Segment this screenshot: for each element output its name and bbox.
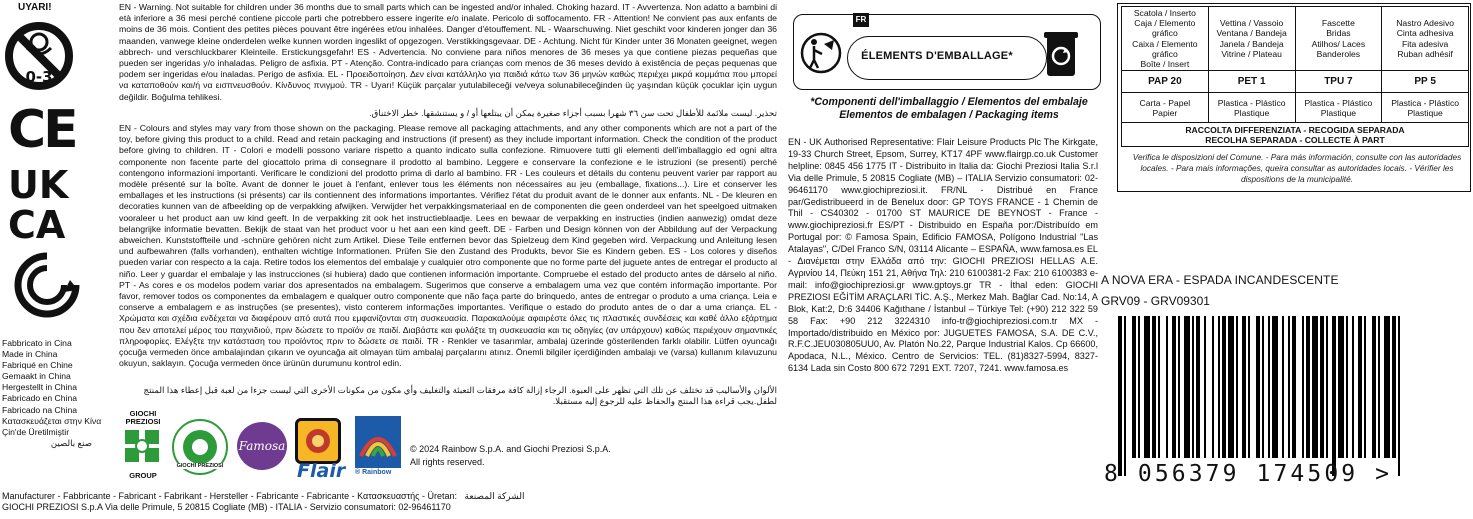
barcode-bar bbox=[1212, 316, 1214, 458]
ukca-mark-bottom: CA bbox=[8, 203, 66, 247]
barcode-bar bbox=[1372, 316, 1376, 458]
manufacturer-footer bbox=[2, 491, 782, 514]
uyari-title: UYARI! bbox=[18, 2, 52, 13]
barcode-bar bbox=[1332, 316, 1336, 476]
cell-box: Scatola / Inserto Caja / Elemento gráfico Caixa / Elemento gráfico Boîte / Insert bbox=[1122, 7, 1209, 71]
barcode-bar bbox=[1192, 316, 1194, 458]
barcode-bar bbox=[1248, 316, 1250, 458]
barcode-bar bbox=[1312, 316, 1318, 458]
made-in-el: Κατασκευάζεται στην Κίνα bbox=[2, 415, 102, 426]
made-in-tr: Çin'de Üretilmiştir bbox=[2, 426, 70, 437]
code-cell: PET 1 bbox=[1208, 71, 1295, 93]
giochi-preziosi-group-logo: GIOCHI PREZIOSI GROUP bbox=[125, 409, 161, 480]
age-warning-icon bbox=[5, 14, 77, 100]
ce-mark: CE bbox=[8, 100, 76, 160]
barcode-bar bbox=[1166, 316, 1168, 458]
product-code: GRV09 - GRV09301 bbox=[1101, 294, 1210, 308]
made-in-nl: Gemaakt in China bbox=[2, 371, 71, 382]
barcode-bar bbox=[1228, 316, 1234, 458]
distributor-text: EN - UK Authorised Representative: Flair Leisure Products Plc The Kirkgate, 19-33 Church Street, Epsom, Surrey, KT17 4PF www.flairgp.co.uk Customer helpline: 0845 456 1775 IT - Distribuito in Italia da: Giochi Preziosi Italia S.r.l Via delle Primule, 5 20815 Cogliate (MB) – ITALIA Servizio consumatori: 02-96461170 www.giochipreziosi.it. FR/NL - Distribué en France par/Gedistribueerd in de Benelux door: GP TOYS FRANCE - 1 Chemin de Thil - CS40302 - 01700 ST MAURICE DE BEYNOST - France - www.giochipreziosi.fr ES/PT - Distribuido en España por:/Distribuído em Portugal por: © Famosa Spain, Edificio FAMOSA, Polígono Industrial "Las Atalayas", C/Del Franco S/N, 03114 Alicante – ESPAÑA, www.famosa.es EL - Διανέμεται στην Ελλάδα από την: GIOCHI PREZIOSI HELLAS A.E. Αγρινίου 14, Πεύκη 151 21, Αθήνα Τηλ: 210 6100381-2 Fax: 210 6100383 e-mail: info@giochipreziosi.gr www.gptoys.gr TR - İthal eden: GIOCHI PREZIOSI EĞİTİM ARAÇLARI TİC. A.Ş., Merkez Mah. Bağlar Cad. No:14, A Blok, Kat:2, D:6 34406 Kağıthane / İstanbul – Türkiye Tel: (+90) 212 322 59 58 Fax: +90 212 3224310 info-tr@giochipreziosi.com.tr MX - Importado/distribuido en México por: JUGUETES FAMOSA, S.A. DE C.V., R.F.C.JEU030805UU0, Av. Platón No.22, Parque Industrial Kalos. Cp 66600, Apodaca, N.L., México. Centro de Servicios: TEL. (81)8327-5994, 8327-6134 Lada sin Costo 800 672 7291 EXT. 7207, 7241. www.famosa.es bbox=[788, 137, 1098, 374]
barcode-bar bbox=[1398, 316, 1400, 476]
barcode-bar bbox=[1338, 316, 1344, 458]
made-in-en: Made in China bbox=[2, 349, 58, 360]
barcode-bar bbox=[1236, 316, 1238, 458]
manufacturer-label: Manufacturer - Fabbricante - Fabricant - Fabrikant - Hersteller - Fabricante - Fabricante - Κατασκευαστής - Üretan: bbox=[2, 491, 458, 501]
triman-icon bbox=[800, 30, 842, 76]
cell-ties: Fascette Bridas Atilhos/ Laces Banderoles bbox=[1295, 7, 1382, 71]
code-cell: TPU 7 bbox=[1295, 71, 1382, 93]
barcode-bar bbox=[1204, 316, 1206, 458]
barcode-bar bbox=[1292, 316, 1296, 458]
recycle-mobius-icon bbox=[12, 250, 82, 320]
colours-text: EN - Colours and styles may vary from those shown on the packaging. Please remove all packaging attachments, and any other components which are not a part of the toy, before giving this product to a child. Read and retain packaging and instructions (if present) as they include important information. Check the condition of the product before giving to children. IT - Colori e modelli possono variare rispetto a quanto indicato sulla confezione. Rimuovere tutti gli elementi dell'imballaggio ed ogni altra componente non facente parte del giocattolo prima di consegnare il prodotto al bambino. Leggere e conservare la confezione e le istruzioni (se presenti) perché contengono informazioni importanti. Verificare le condizioni del prodotto prima di darlo al bambino. FR - Les couleurs et détails du contenu peuvent varier par rapport au modèle présenté sur la boîte. Avant de donner le jouet à l'enfant, enlever tous les éléments non nécessaires au jeu (emballage, fixations...). Lire et conserver les emballages et les instructions (si présents) car ils contiennent des informations importantes. Vérifiez l'état du produit avant de le donner aux enfants. NL - De kleuren en decoraties kunnen van de afbeelding op de verpakking afwijken. Verwijder het verpakkingsmateriaal en de componenten die geen onderdeel van het speelgoed uitmaken vooraleer u het product aan uw kind geeft. In de verpakking zit ook het instructieblaadje. Lees en bewaar de verpakking en instructies (indien aanwezig) omdat deze belangrijke informatie bevatten. Bekijk de staat van het product voor u het aan een kind geeft. DE - Farben und Design können von der Abbildung auf der Verpackung abweichen. Kunststoffteile und -schnüre gehören nicht zum Artikel. Diese Teile entfernen bevor das Spielzeug dem Kind gegeben wird. Verpackung und Anleitung lesen und aufbewahren (falls vorhanden), enthalten wichtige Informationen. Prüfen Sie den Zustand des Produkts, bevor Sie es Kindern geben. ES - Los colores y diseños pueden variar con respecto a la caja. Retire todos los elementos del embalaje y cualquier otro componente que no forme parte del juguete antes de entregar el producto al niño. Leer y guardar el embalaje y las instrucciones (si hubiera) dado que contienen información importante. Compruebe el estado del producto antes de dárselo al niño. PT - As cores e os modelos podem variar dos apresentados na embalagem. Sugerimos que conserve a embalagem uma vez que contém informação importante. Por favor, remover todos os componentes da embalagem e qualquer outro componente que não faça parte do brinquedo, antes de entregar o produto a uma criança. Leia e conserve a embalagem e as instruções (se presentes), visto conterem informações importantes. Verifique o estado do produto antes de o dar a uma criança. EL - Χρώματα και σχέδια ενδέχεται να διαφέρουν από αυτά που εμφανίζονται στη συσκευασία. Παρακαλούμε αφαιρέστε όλες τις πλαστικές συνδέσεις και καθέ άλλο εξάρτημα που δεν αποτελεί μέρος του παιχνιδιού, πριν δώσετε το προϊόν σε παιδί. Διαβάστε και φυλάξτε τη συσκευασία και τις οδηγίες (αν υπάρχουν) καθώς περιέχουν σημαντικές πληροφορίες. Ελέγξτε την κατάσταση του προϊόντος πριν το δώσετε σε παιδί. TR - Renkler ve tasarımlar, ambalaj üzerinde gösterilenden farklı olabilir. Lütfen oyuncağı çocuğa vermeden önce ambalajından çıkarın ve oyuncağa ait olmayan tüm ambalaj parçalarını atınız. Önemli bilgiler içerdiğinden ambalajı ve (varsa) kullanım kılavuzunu okuyun, saklayın. Çocuğa vermeden önce ürünün durumunu kontrol edin. bbox=[119, 123, 777, 369]
ukca-mark-top: UK bbox=[8, 163, 69, 207]
material-cell: Plastica - Plástico Plastique bbox=[1295, 93, 1382, 123]
barcode-bar bbox=[1268, 316, 1270, 458]
cell-window: Vettina / Vassoio Ventana / Bandeja Janela / Bandeja Vitrine / Plateau bbox=[1208, 7, 1295, 71]
age-label: 0-3 bbox=[25, 68, 53, 86]
packaging-components: *Componenti dell'imballaggio / Elementos del embalaje Elementos de embalagen / Packaging items bbox=[810, 96, 1088, 121]
barcode-bar bbox=[1282, 316, 1284, 458]
made-in-de: Hergestellt in China bbox=[2, 382, 77, 393]
material-cell: Plastica - Plástico Plastique bbox=[1382, 93, 1469, 123]
barcode-bar bbox=[1306, 316, 1310, 458]
barcode-bar bbox=[1326, 316, 1328, 458]
made-in-fr: Fabriqué en Chine bbox=[2, 360, 73, 371]
recycling-bin-icon bbox=[1043, 28, 1079, 80]
barcode-bar bbox=[1152, 316, 1156, 458]
copyright-text: © 2024 Rainbow S.p.A. and Giochi Preziosi S.p.A. bbox=[410, 444, 611, 454]
barcode-bar bbox=[1118, 316, 1122, 476]
barcode-bar bbox=[1218, 316, 1220, 458]
code-cell: PAP 20 bbox=[1122, 71, 1209, 93]
made-in-it: Fabbricato in Cina bbox=[2, 338, 72, 348]
warning-text: EN - Warning. Not suitable for children under 36 months due to small parts which can be ingested and/or inhaled. Choking hazard. IT - Avvertenza. Non adatto a bambini di età inferiore a 36 mesi perché contiene piccole parti che potrebbero essere ingerite e/o inalate. Pericolo di soffocamento. FR - Attention! Ne convient pas aux enfants de moins de 36 mois. Contient des petites pièces pouvant être ingérées et/ou inhalées. Danger d'étouffement. NL - Waarschuwing. Niet geschikt voor kinderen jonger dan 36 maanden, vanwege kleine onderdelen welke kunnen worden ingeslikt of opgezogen. Verstikkingsgevaar. DE - Achtung. Nicht für Kinder unter 36 Monaten geeignet, wegen abbrech- und verschluckbarer Kleinteile. Erstickungsgefahr! ES - Advertencia. No conviene para niños menores de 36 meses ya que contiene piezas pequeñas que pueden ser ingeridas y/o inhaladas. Peligro de asfixia. PT - Atenção. Contra-indicado para crianças com menos de 36 meses devido à existência de peças pequenas que podem ser ingeridas e/ou inaladas. Perigo de asfixia. EL - Προειδοποίηση. Δεν είναι κατάλληλο για παιδιά κάτω των 36 μηνών καθώς περιέχει μικρά κομμάτια που μπορεί να καταποθούν και/ή να εισπνευσθούν. Κίνδυνος πνιγμού. TR - Uyarı! Küçük parçalar yutulabileceği ve/veya solunabileceğinden üç yaşından küçük çocuklar için uygun değildir. Boğulma tehlikesi. bbox=[119, 2, 777, 102]
flair-logo: Flair bbox=[297, 460, 346, 482]
barcode-bar bbox=[1352, 316, 1354, 458]
barcode-bar bbox=[1178, 316, 1180, 458]
material-cell: Plastica - Plástico Plastique bbox=[1208, 93, 1295, 123]
barcode-bar bbox=[1196, 316, 1200, 458]
manufacturer-address: GIOCHI PREZIOSI S.p.A Via delle Primule, 5 20815 Cogliate (MB) - ITALIA - Servizio consumatori: 02-96461170 bbox=[2, 502, 451, 513]
barcode-bar bbox=[1138, 316, 1140, 458]
colours-arabic: الألوان والأساليب قد تختلف عن تلك التي تظهر على العبوة. الرجاء إزالة كافة مرفقات التعبئة والتغليف وأي مكون من مكونات الأخرى التي ليست جزءا من لعبة قبل إعطاء هذا المنتج لطفل.يجب قراءة هذا المنتج والحفاظ عليه للرجوع إليه مستقبلا. bbox=[143, 385, 777, 407]
country-badge: FR bbox=[853, 13, 869, 27]
barcode-bar bbox=[1262, 316, 1264, 458]
packaging-elements-label: ÉLEMENTS D'EMBALLAGE* bbox=[861, 50, 1013, 62]
made-in-es: Fabricado en China bbox=[2, 393, 78, 404]
giochi-preziosi-round-logo: GIOCHI PREZIOSI bbox=[171, 418, 229, 476]
cell-tape: Nastro Adesivo Cinta adhesiva Fita adesiva Ruban adhésif bbox=[1382, 7, 1469, 71]
manufacturer-label-ar: الشركة المصنعة bbox=[464, 491, 525, 501]
barcode-bar bbox=[1256, 316, 1260, 458]
lion-logo-icon bbox=[295, 418, 341, 464]
barcode-bar bbox=[1288, 316, 1290, 458]
rainbow-logo: RAINBOW bbox=[355, 416, 401, 468]
barcode-bar bbox=[1364, 316, 1366, 458]
barcode-bar bbox=[1392, 316, 1396, 458]
barcode-bar bbox=[1222, 316, 1226, 458]
barcode-bar bbox=[1124, 316, 1126, 476]
barcode-bar bbox=[1144, 316, 1150, 458]
rainbow-wordmark: ® Rainbow bbox=[355, 469, 392, 476]
barcode-bar bbox=[1358, 316, 1362, 458]
barcode-bar bbox=[1172, 316, 1176, 458]
barcode-digits: 8 056379 174509 > bbox=[1104, 461, 1393, 487]
material-cell: Carta - Papel Papier bbox=[1122, 93, 1209, 123]
barcode-bar bbox=[1302, 316, 1304, 458]
famosa-logo: Famosa bbox=[237, 422, 287, 470]
barcode-bar bbox=[1272, 316, 1278, 458]
barcode-bar bbox=[1346, 316, 1348, 458]
barcode-bar bbox=[1242, 316, 1246, 458]
made-in-pt: Fabricado na China bbox=[2, 404, 78, 415]
made-in-list bbox=[2, 338, 101, 449]
warning-arabic: تحذير. ليست ملائمة للأطفال تحت سن ٣٦ شهرا بسبب أجزاء صغيرة يمكن أن يبتلعها أو / و يستنشقها. خطر الاختناق. bbox=[369, 108, 777, 118]
barcode-bar bbox=[1378, 316, 1380, 458]
table-note: Verifica le disposizioni del Comune. - Para más información, consulte con las autoridades locales. - Para mais informações, queira consultar as autoridades locais. - Vérifier les dispositions de la municipalité. bbox=[1132, 152, 1462, 184]
collect-cell: RACCOLTA DIFFERENZIATA - RECOGIDA SEPARADA RECOLHA SEPARADA - COLLECTE À PART bbox=[1122, 123, 1469, 147]
brand-logos bbox=[119, 410, 779, 490]
barcode-bar bbox=[1384, 316, 1390, 458]
made-in-ar: صنع بالصين bbox=[50, 437, 92, 448]
rights-text: All rights reserved. bbox=[410, 457, 485, 467]
compliance-column bbox=[0, 0, 112, 519]
barcode-bar bbox=[1320, 316, 1324, 458]
code-cell: PP 5 bbox=[1382, 71, 1469, 93]
barcode-bar bbox=[1158, 316, 1160, 458]
barcode-bar bbox=[1184, 316, 1190, 458]
product-name: A NOVA ERA - ESPADA INCANDESCENTE bbox=[1101, 273, 1339, 287]
barcode-bar bbox=[1132, 316, 1136, 458]
